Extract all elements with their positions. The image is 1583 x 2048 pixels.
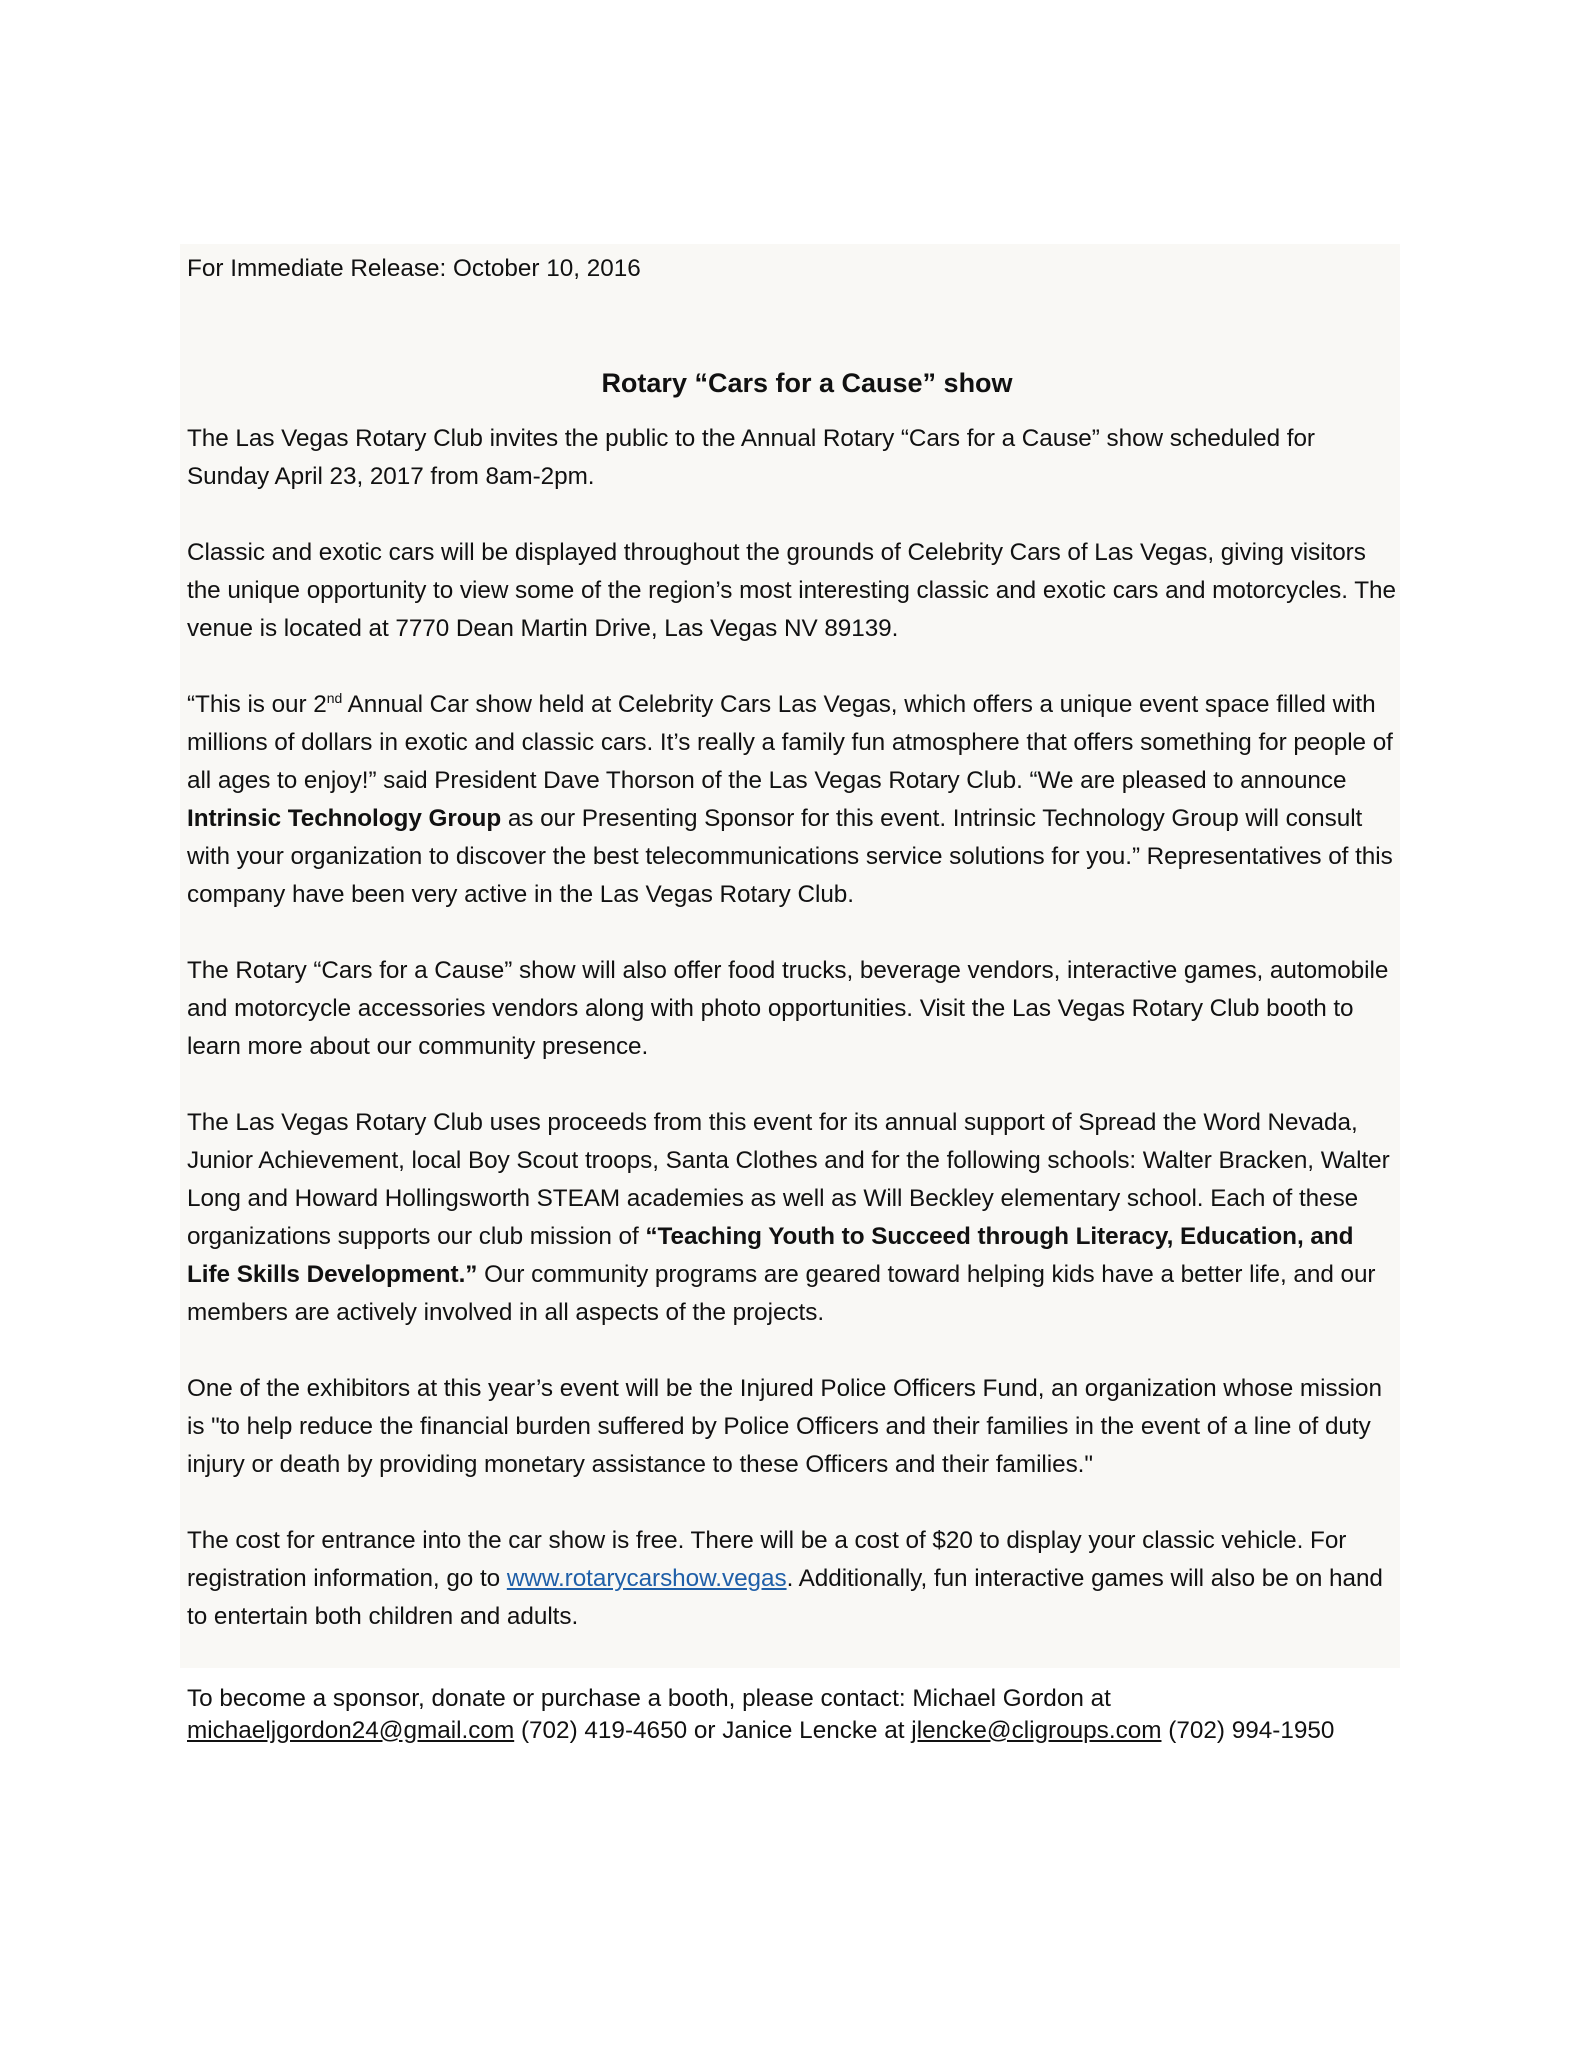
contact-text-end: (702) 994-1950 <box>1161 1716 1335 1744</box>
cost-text-start: The cost for entrance into the car show is free. There will be a cost of $20 to display your classic vehicle. For registration information, go to <box>187 1527 1347 1592</box>
quote-text-middle: Annual Car show held at Celebrity Cars Las Vegas, which offers a unique event space filled with millions of dollars in exotic and classic cars. It’s really a family fun atmosphere that offers something for people of all ages to enjoy!” said President Dave Thorson of the Las Vegas Rotary Club. “We are pleased to announce <box>187 691 1393 794</box>
club-mission-bold: “Teaching Youth to Succeed through Literacy, Education, and Life Skills Development.” <box>187 1223 1354 1288</box>
cost-text-end: . Additionally, fun interactive games will also be on hand to entertain both children and adults. <box>187 1565 1383 1630</box>
paragraph-cost-registration <box>187 1522 1399 1636</box>
proceeds-text-end: Our community programs are geared toward helping kids have a better life, and our members are actively involved in all aspects of the projects. <box>187 1261 1376 1326</box>
registration-website-link[interactable]: www.rotarycarshow.vegas <box>506 1565 787 1592</box>
document-title: Rotary “Cars for a Cause” show <box>601 368 1013 398</box>
michael-gordon-email-link[interactable]: michaeljgordon24@gmail.com <box>187 1716 515 1744</box>
paragraph-venue: Classic and exotic cars will be displayed throughout the grounds of Celebrity Cars of Las Vegas, giving visitors the unique opportunity to view some of the region’s most interesting classic and exotic cars and motorcycles. The venue is located at 7770 Dean Martin Drive, Las Vegas NV 89139. <box>187 539 1396 642</box>
proceeds-text-start: The Las Vegas Rotary Club uses proceeds from this event for its annual support of Spread the Word Nevada, Junior Achievement, local Boy Scout troops, Santa Clothes and for the following schools: Walter Bracken, Walter Long and Howard Hollingsworth STEAM academies as well as Will Beckley elementary school. Each of these organizations supports our club mission of <box>187 1109 1390 1250</box>
paragraph-amenities: The Rotary “Cars for a Cause” show will also offer food trucks, beverage vendors, interactive games, automobile and motorcycle accessories vendors along with photo opportunities. Visit the Las Vegas Rotary Club booth to learn more about our community presence. <box>187 957 1389 1060</box>
release-date-line: For Immediate Release: October 10, 2016 <box>187 255 641 282</box>
janice-lencke-email-link[interactable]: jlencke@cligroups.com <box>911 1716 1162 1744</box>
paragraph-proceeds <box>187 1104 1399 1332</box>
press-release-body <box>187 250 1399 1636</box>
ordinal-superscript: nd <box>326 690 343 706</box>
sponsor-contact-block <box>187 1683 1399 1746</box>
contact-text-middle: (702) 419-4650 or Janice Lencke at <box>514 1716 912 1744</box>
quote-text-start: “This is our 2 <box>187 691 327 718</box>
paragraph-president-quote <box>187 686 1399 914</box>
sponsor-name-bold: Intrinsic Technology Group <box>187 805 502 832</box>
paragraph-event-announcement: The Las Vegas Rotary Club invites the public to the Annual Rotary “Cars for a Cause” show scheduled for Sunday April 23, 2017 from 8am-2pm. <box>187 425 1315 490</box>
paragraph-exhibitors: One of the exhibitors at this year’s event will be the Injured Police Officers Fund, an organization whose mission is "to help reduce the financial burden suffered by Police Officers and their families in the event of a line of duty injury or death by providing monetary assistance to these Officers and their families." <box>187 1375 1382 1478</box>
quote-text-end: as our Presenting Sponsor for this event. Intrinsic Technology Group will consult with your organization to discover the best telecommunications service solutions for you.” Representatives of this company have been very active in the Las Vegas Rotary Club. <box>187 805 1393 908</box>
contact-text-start: To become a sponsor, donate or purchase a booth, please contact: Michael Gordon at <box>187 1685 1111 1712</box>
